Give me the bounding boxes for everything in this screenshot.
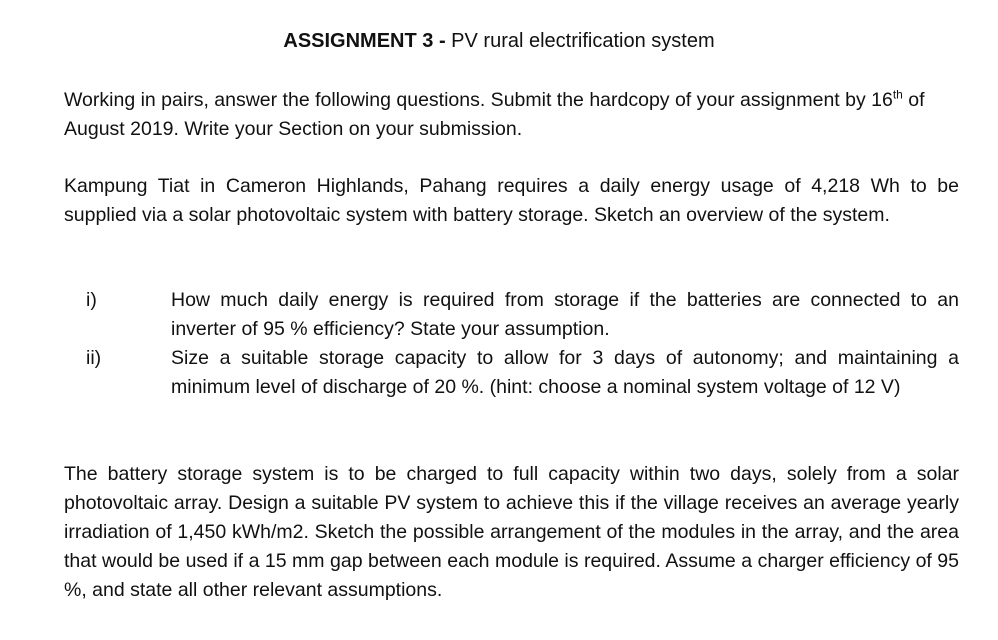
question-item [64,344,959,402]
instructions-text-continued: of August 2019. Write your Section on your submission. [64,89,925,140]
question-item [64,286,959,344]
question-number: i) [86,289,97,311]
assignment-title-topic: PV rural electrification system [445,30,715,52]
question-list [64,286,959,402]
assignment-title [0,28,998,54]
scenario-paragraph: Kampung Tiat in Cameron Highlands, Pahang requires a daily energy usage of 4,218 Wh to be supplied via a solar photovoltaic system with battery storage. Sketch an overview of the system. [64,175,959,226]
question-text: Size a suitable storage capacity to allow for 3 days of autonomy; and maintaining a minimum level of discharge of 20 %. (hint: choose a nominal system voltage of 12 V) [171,347,959,398]
pv-design-paragraph: The battery storage system is to be charged to full capacity within two days, solely from a solar photovoltaic array. Design a suitable PV system to achieve this if the village receives an average yearly irradiation of 1,450 kWh/m2. Sketch the possible arrangement of the modules in the array, and the area that would be used if a 15 mm gap between each module is required. Assume a charger efficiency of 95 %, and state all other relevant assumptions. [64,463,959,601]
instructions-text: Working in pairs, answer the following questions. Submit the hardcopy of your assignment by 16 [64,89,893,111]
instructions-paragraph [64,86,959,144]
question-text: How much daily energy is required from storage if the batteries are connected to an inverter of 95 % efficiency? State your assumption. [171,289,959,340]
question-number: ii) [86,347,102,369]
assignment-title-label: ASSIGNMENT 3 - [283,30,446,52]
date-ordinal-suffix: th [892,87,903,102]
